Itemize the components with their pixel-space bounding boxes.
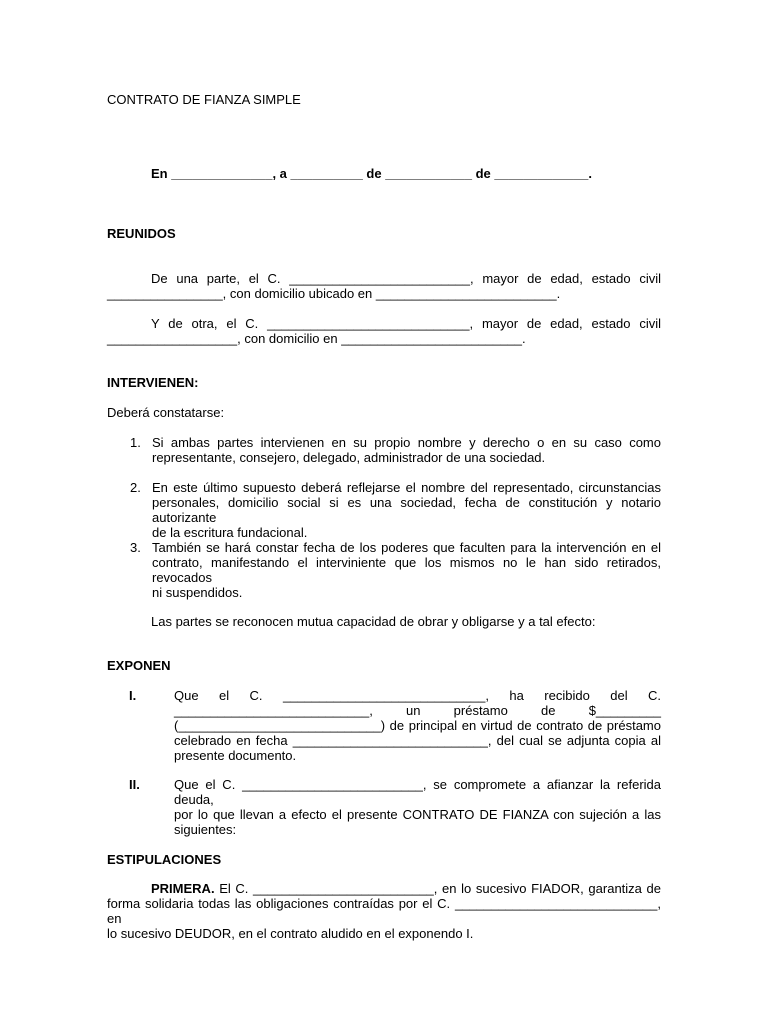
item-line: Que el C. ____________________________, ha recibido del C. [174, 688, 661, 703]
item-number: I. [129, 688, 137, 703]
document-title: CONTRATO DE FIANZA SIMPLE [107, 92, 301, 107]
item-line: ___________________________, un préstamo de $_________ [174, 703, 661, 718]
item-line: En este último supuesto deberá reflejarse el nombre del representado, circunstancias [152, 480, 661, 495]
intervienen-heading: INTERVIENEN: [107, 375, 199, 390]
item-line: siguientes: [174, 822, 237, 837]
reunidos-heading: REUNIDOS [107, 226, 176, 241]
item-line: Que el C. _________________________, se compromete a afianzar la referida deuda, [174, 777, 661, 807]
date-line: En ______________, a __________ de ____________ de _____________. [151, 166, 592, 181]
reunidos-paragraph-1 [107, 271, 661, 301]
intervienen-intro: Deberá constatarse: [107, 405, 225, 420]
primera-label: PRIMERA. [151, 881, 215, 896]
item-line: También se hará constar fecha de los poderes que faculten para la intervención en el [152, 540, 661, 555]
item-line: de la escritura fundacional. [152, 525, 308, 540]
estipulaciones-heading: ESTIPULACIONES [107, 852, 222, 867]
item-number: 1. [130, 435, 141, 450]
item-number: II. [129, 777, 140, 792]
item-line: representante, consejero, delegado, administrador de una sociedad. [152, 450, 546, 465]
primera-line-1 [107, 881, 661, 896]
item-number: 3. [130, 540, 141, 555]
item-line: contrato, manifestando el interviniente que los mismos no le han sido retirados, revocados [152, 555, 661, 585]
reunidos-p2-line-2: __________________, con domicilio en _________________________. [107, 331, 526, 346]
primera-line-3: lo sucesivo DEUDOR, en el contrato aludido en el exponendo I. [107, 926, 474, 941]
reunidos-p2-line-1: Y de otra, el C. ____________________________, mayor de edad, estado civil [151, 316, 661, 331]
item-line: por lo que llevan a efecto el presente CONTRATO DE FIANZA con sujeción a las [174, 807, 661, 822]
reunidos-paragraph-2 [107, 316, 661, 346]
primera-clause [107, 881, 661, 941]
item-line: celebrado en fecha ___________________________, del cual se adjunta copia al [174, 733, 661, 748]
item-number: 2. [130, 480, 141, 495]
primera-line-2: forma solidaria todas las obligaciones contraídas por el C. ____________________________, en [107, 896, 661, 926]
reunidos-p1-line-2: ________________, con domicilio ubicado en _________________________. [107, 286, 561, 301]
item-line: presente documento. [174, 748, 297, 763]
primera-line-1-text: El C. _________________________, en lo sucesivo FIADOR, garantiza de [219, 881, 661, 896]
exponen-heading: EXPONEN [107, 658, 171, 673]
item-line: ni suspendidos. [152, 585, 243, 600]
capacity-statement: Las partes se reconocen mutua capacidad de obrar y obligarse y a tal efecto: [151, 614, 596, 629]
item-line: personales, domicilio social si es una sociedad, fecha de constitución y notario autorizante [152, 495, 661, 525]
reunidos-p1-line-1: De una parte, el C. _________________________, mayor de edad, estado civil [151, 271, 661, 286]
item-line: Si ambas partes intervienen en su propio nombre y derecho o en su caso como [152, 435, 661, 450]
item-line: (____________________________) de principal en virtud de contrato de préstamo [174, 718, 661, 733]
